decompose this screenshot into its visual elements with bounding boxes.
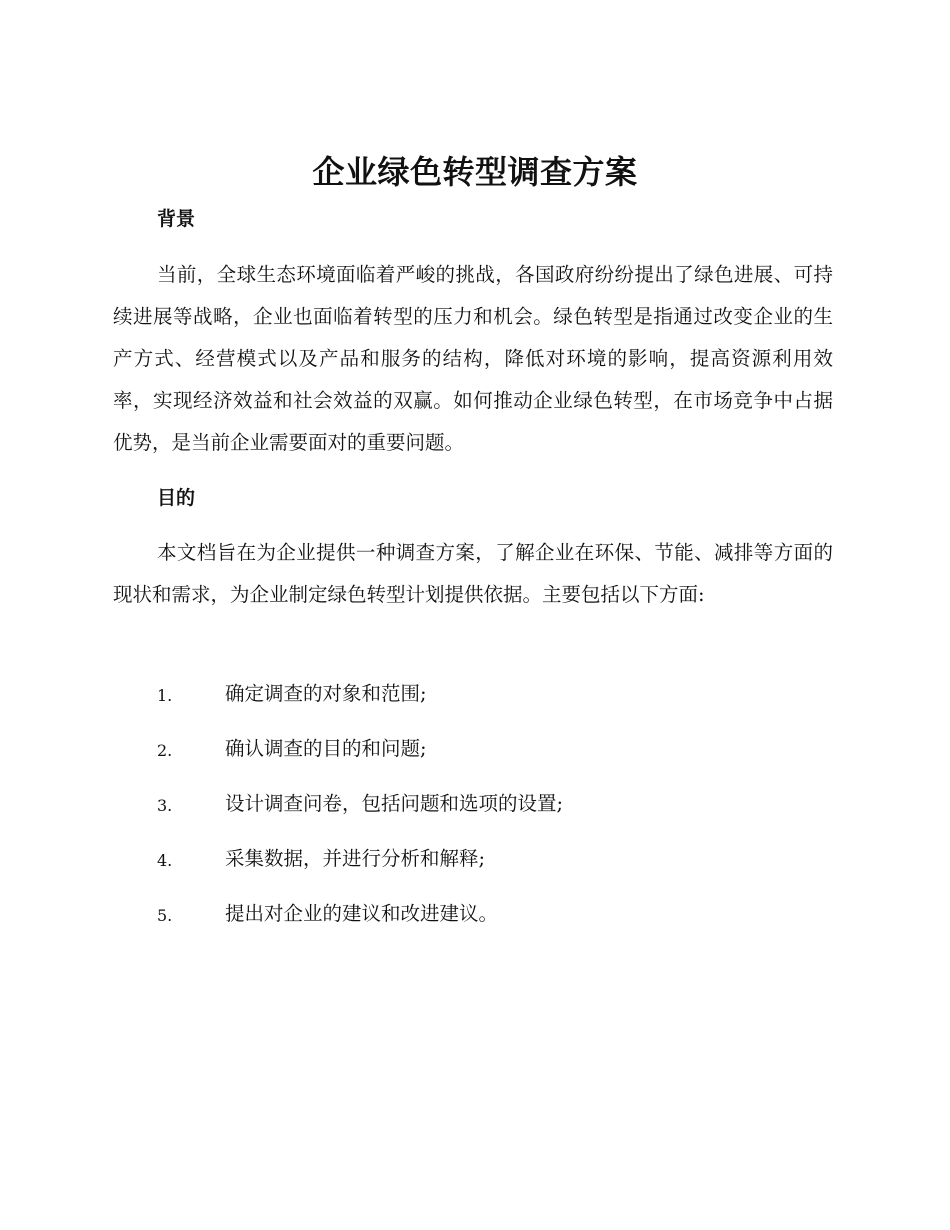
list-item-text: 采集数据，并进行分析和解释; — [225, 847, 486, 870]
list-item-number: 4. — [157, 851, 173, 870]
list-item-number: 2. — [157, 741, 173, 760]
list-item — [157, 676, 837, 731]
section-heading-background: 背景 — [157, 208, 196, 230]
list-item — [157, 731, 837, 786]
list-item-number: 1. — [157, 686, 173, 705]
section-heading-purpose: 目的 — [157, 487, 196, 509]
list-item-text: 确定调查的对象和范围; — [225, 682, 427, 705]
section-paragraph-purpose: 本文档旨在为企业提供一种调查方案，了解企业在环保、节能、减排等方面的现状和需求，为企业制定绿色转型计划提供依据。主要包括以下方面: — [113, 541, 833, 606]
list-item — [157, 786, 837, 841]
list-item-number: 5. — [157, 906, 173, 925]
list-item-number: 3. — [157, 796, 173, 815]
document-title: 企业绿色转型调查方案 — [312, 153, 638, 191]
list-item — [157, 841, 837, 896]
section-paragraph-background: 当前，全球生态环境面临着严峻的挑战，各国政府纷纷提出了绿色进展、可持续进展等战略，企业也面临着转型的压力和机会。绿色转型是指通过改变企业的生产方式、经营模式以及产品和服务的结构，降低对环境的影响，提高资源利用效率，实现经济效益和社会效益的双赢。如何推动企业绿色转型，在市场竞争中占据优势，是当前企业需要面对的重要问题。 — [113, 263, 833, 454]
list-item — [157, 896, 837, 951]
numbered-list — [157, 676, 837, 951]
list-item-text: 确认调查的目的和问题; — [225, 737, 427, 760]
list-item-text: 设计调查问卷，包括问题和选项的设置; — [225, 792, 564, 815]
list-item-text: 提出对企业的建议和改进建议。 — [225, 902, 499, 925]
